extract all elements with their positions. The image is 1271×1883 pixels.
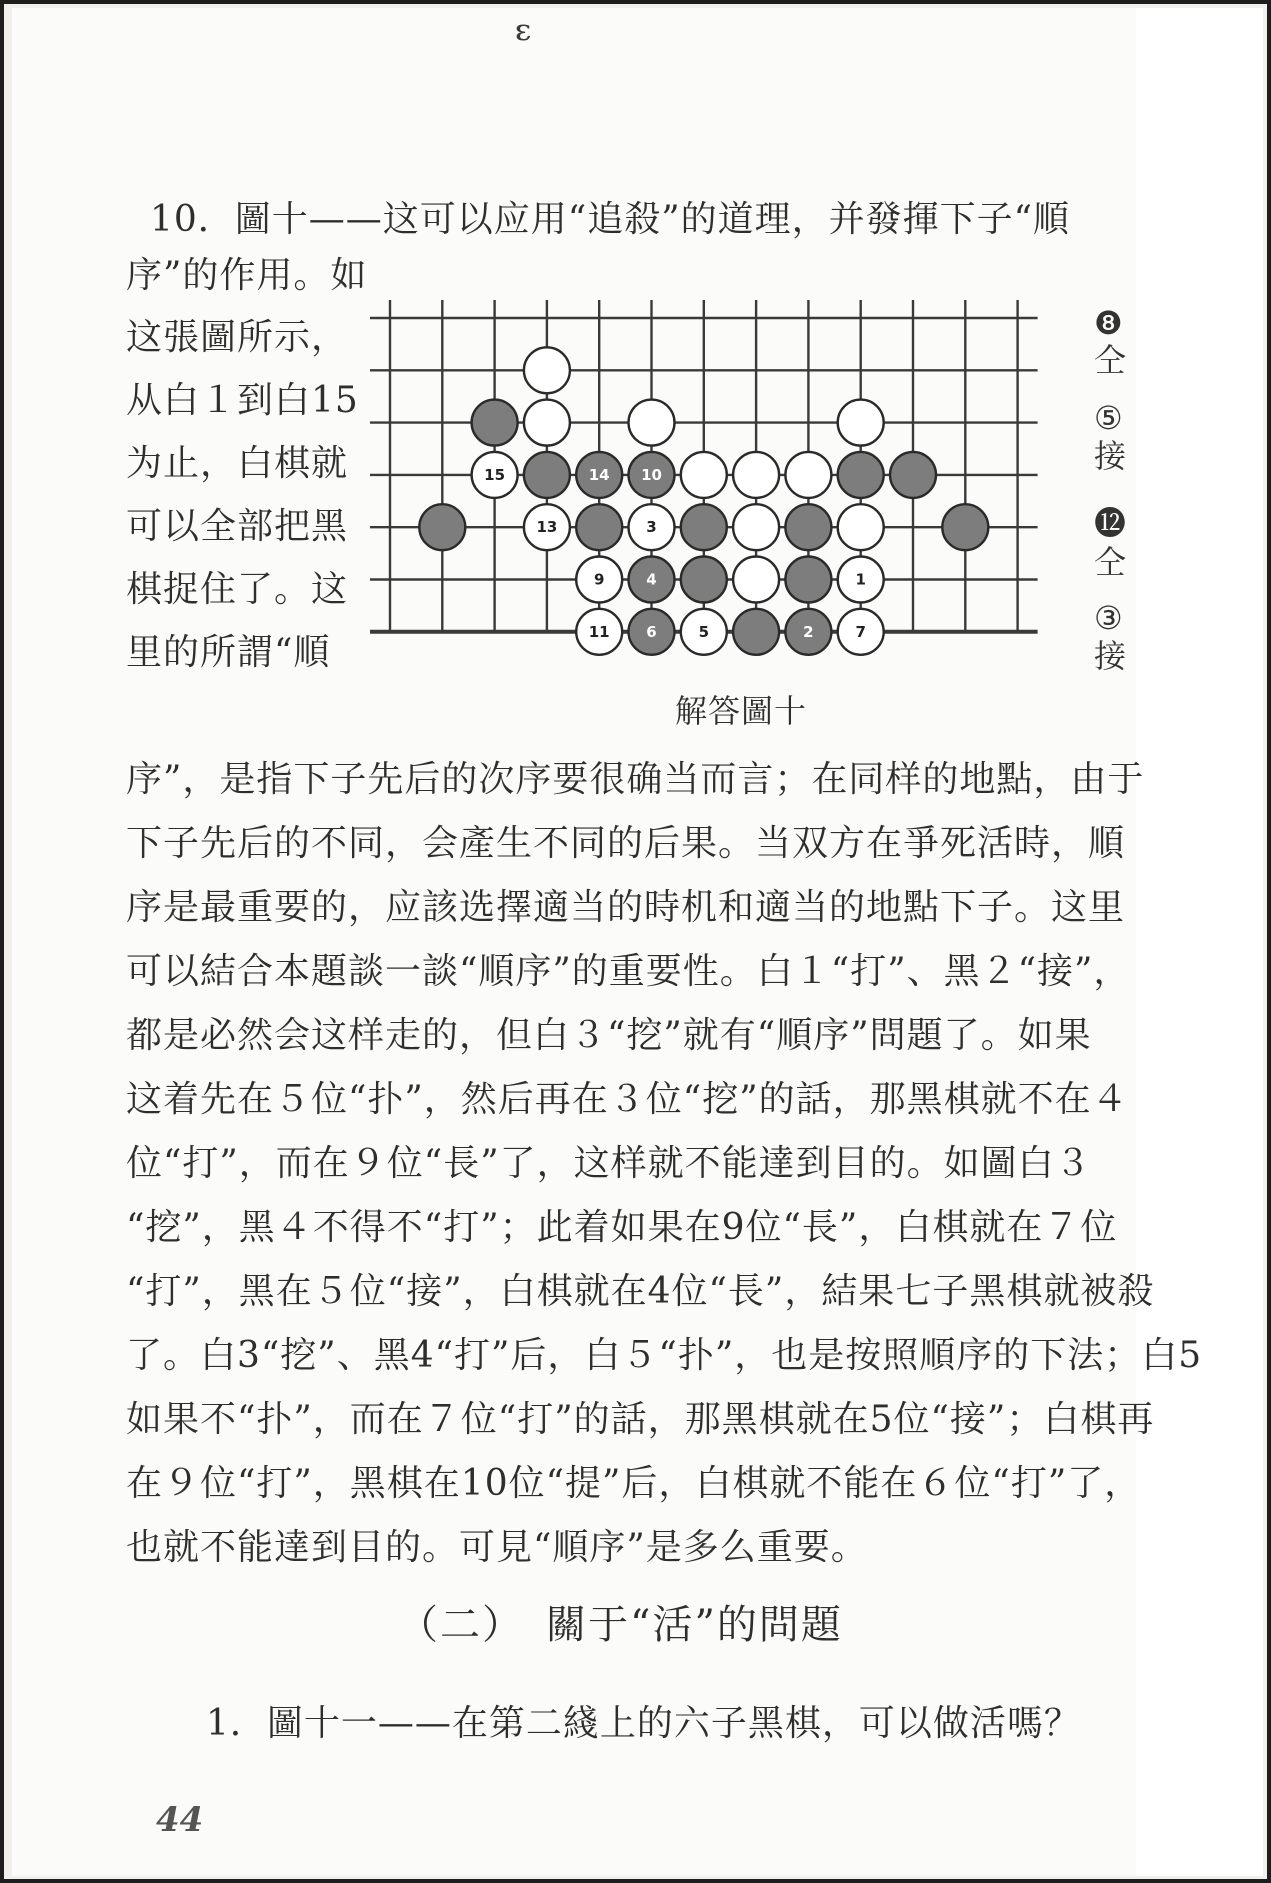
note-same-2: 仝 — [1094, 543, 1127, 581]
white-stone — [838, 400, 884, 446]
black-stone — [576, 504, 622, 550]
black-stone — [576, 452, 622, 498]
black-stone — [681, 504, 727, 550]
stone-number: 5 — [698, 622, 710, 641]
side-line-7: 里的所謂“順 — [126, 632, 331, 673]
stone-number: 6 — [646, 622, 657, 641]
black-stone — [733, 609, 779, 655]
white-stone — [681, 452, 727, 498]
stone-number: 11 — [588, 622, 610, 641]
black-stone — [890, 452, 936, 498]
stone-number: 15 — [484, 465, 506, 484]
stone-number: 1 — [855, 570, 866, 589]
white-stone — [629, 504, 675, 550]
section-heading: （二） 關于“活”的問題 — [398, 1602, 843, 1648]
body-line-12: 在９位“打”，黑棋在10位“提”后，白棋就不能在６位“打”了， — [126, 1463, 1142, 1504]
body-line-5: 都是必然会这样走的，但白３“挖”就有“順序”問題了。如果 — [126, 1015, 1092, 1056]
white-stone — [733, 557, 779, 603]
note-same: 仝 — [1094, 341, 1127, 379]
note-connect-2: 接 — [1094, 637, 1127, 675]
question-line: 1．圖十一——在第二綫上的六子黑棋，可以做活嗎？ — [206, 1703, 1081, 1744]
white-stone — [576, 609, 622, 655]
stone-number: 10 — [641, 465, 662, 484]
body-line-6: 这着先在５位“扑”，然后再在３位“挖”的話，那黑棋就不在４ — [126, 1079, 1129, 1120]
body-line-3: 序是最重要的，应該选擇適当的時机和適当的地點下子。这里 — [126, 887, 1126, 928]
body-line-1: 序”，是指下子先后的次序要很确当而言；在同样的地點，由于 — [126, 759, 1145, 800]
black-stone — [942, 504, 988, 550]
ink-mark: ᵋ — [515, 10, 533, 70]
body-line-11: 如果不“扑”，而在７位“打”的話，那黑棋就在5位“接”；白棋再 — [126, 1399, 1155, 1440]
stone-number: 4 — [646, 570, 657, 589]
body-line-4: 可以結合本題談一談“順序”的重要性。白１“打”、黑２“接”， — [126, 951, 1131, 992]
page-number: 44 — [156, 1800, 204, 1840]
stone-number: 9 — [593, 570, 605, 589]
black-stone — [785, 557, 831, 603]
black-stone — [629, 557, 675, 603]
side-line-4: 为止，白棋就 — [126, 443, 349, 484]
white-stone — [838, 504, 884, 550]
white-stone — [524, 400, 570, 446]
white-stone — [681, 609, 727, 655]
stone-number: 13 — [536, 518, 558, 537]
intro-line: 10．圖十——这可以应用“追殺”的道理，并發揮下子“順 — [150, 199, 1071, 240]
note-stone-12: ⓬ — [1094, 504, 1127, 542]
black-stone — [681, 557, 727, 603]
white-stone — [733, 504, 779, 550]
body-line-2: 下子先后的不同，会產生不同的后果。当双方在爭死活時，順 — [126, 823, 1126, 864]
stone-number: 2 — [803, 622, 814, 641]
white-stone — [838, 557, 884, 603]
go-diagram — [370, 300, 1040, 684]
note-stone-8: ❽ — [1094, 304, 1123, 342]
body-line-7: 位“打”，而在９位“長”了，这样就不能達到目的。如圖白３ — [126, 1143, 1092, 1184]
figure-caption: 解答圖十 — [675, 692, 808, 730]
side-line-3: 从白１到白15 — [126, 380, 359, 421]
white-stone — [524, 504, 570, 550]
side-line-5: 可以全部把黑 — [126, 506, 349, 547]
note-connect: 接 — [1094, 437, 1127, 475]
white-stone — [576, 557, 622, 603]
black-stone — [524, 452, 570, 498]
black-stone — [472, 400, 518, 446]
body-line-8: “挖”，黑４不得不“打”；此着如果在9位“長”，白棋就在７位 — [126, 1207, 1118, 1248]
note-stone-3: ③ — [1094, 599, 1123, 637]
body-line-13: 也就不能達到目的。可見“順序”是多么重要。 — [126, 1527, 868, 1568]
black-stone — [629, 452, 675, 498]
body-line-10: 了。白3“挖”、黑4“打”后，白５“扑”，也是按照順序的下法；白5 — [126, 1335, 1203, 1376]
white-stone — [838, 609, 884, 655]
white-stone — [785, 452, 831, 498]
note-stone-5: ⑤ — [1094, 399, 1123, 437]
black-stone — [785, 504, 831, 550]
stone-number: 3 — [646, 518, 657, 537]
stone-number: 7 — [855, 622, 866, 641]
side-line-2: 这張圖所示， — [126, 317, 349, 358]
side-line-1: 序”的作用。如 — [126, 255, 368, 296]
white-stone — [524, 347, 570, 393]
black-stone — [629, 609, 675, 655]
stone-number: 14 — [588, 465, 610, 484]
black-stone — [785, 609, 831, 655]
go-board — [370, 300, 1040, 680]
white-stone — [629, 400, 675, 446]
black-stone — [838, 452, 884, 498]
side-line-6: 棋捉住了。这 — [126, 569, 349, 610]
white-stone — [733, 452, 779, 498]
body-line-9: “打”，黑在５位“接”，白棋就在4位“長”，結果七子黑棋就被殺 — [126, 1271, 1155, 1312]
white-stone — [472, 452, 518, 498]
black-stone — [419, 504, 465, 550]
